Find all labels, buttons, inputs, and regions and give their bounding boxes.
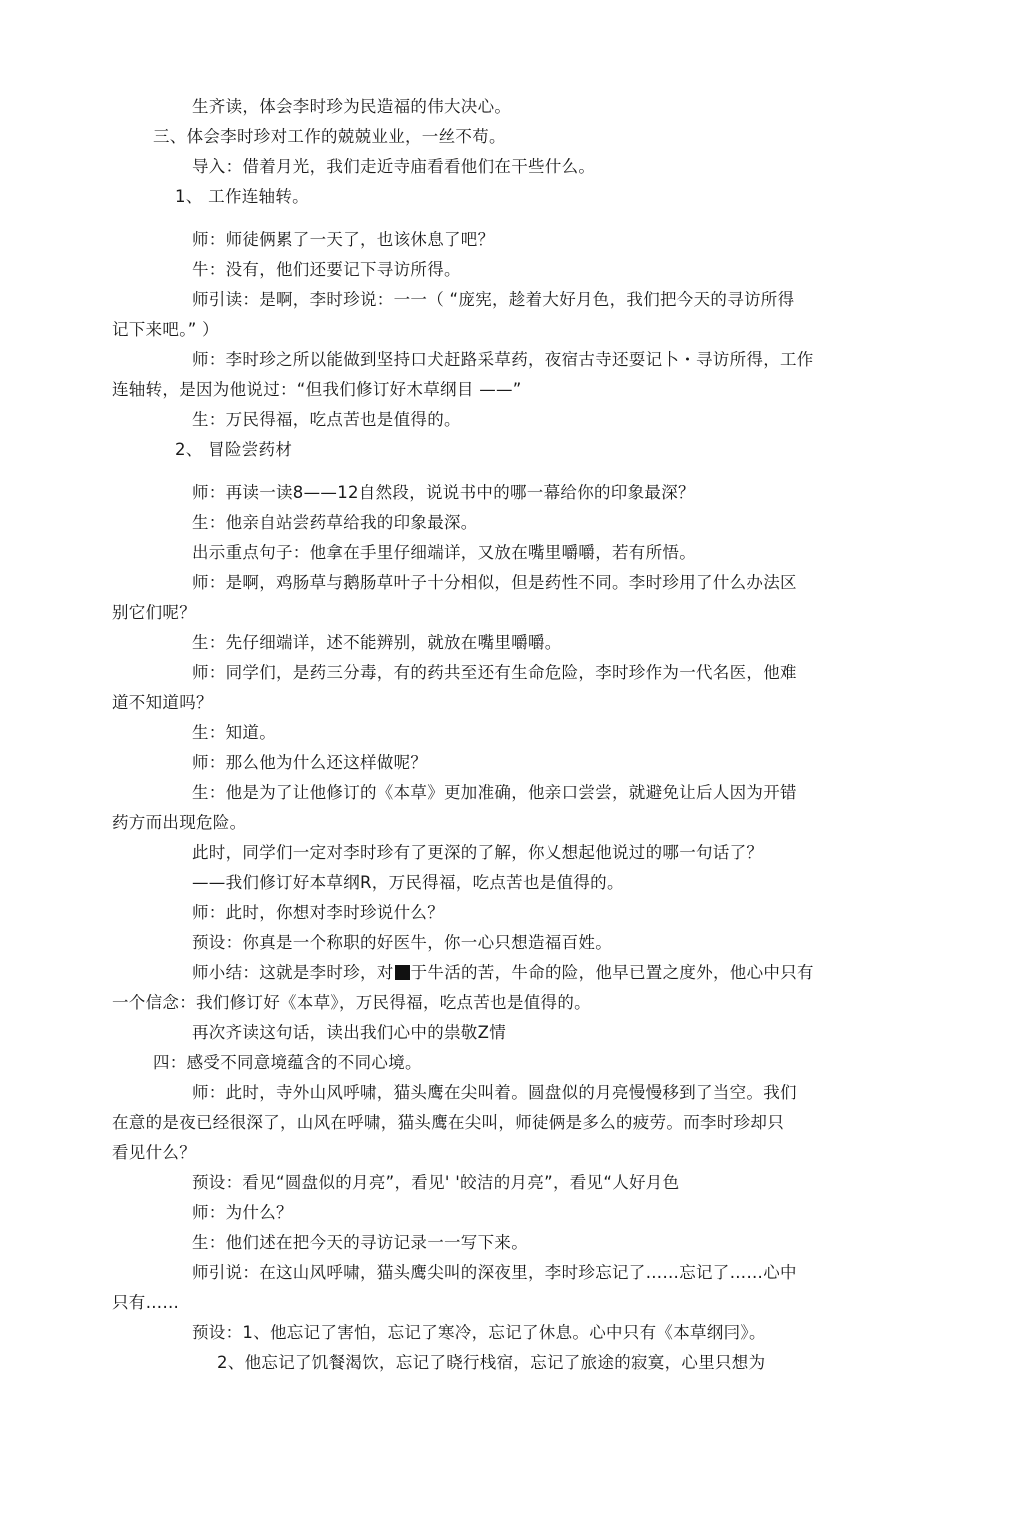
text-line: 此时，同学们一定对李时珍有了更深的了解，你乂想起他说过的哪一句话了？ <box>192 843 764 862</box>
text-line: 师：那么他为什么还这样做呢？ <box>192 753 428 772</box>
text-line: 预设：1、他忘记了害怕，忘记了寒冷，忘记了休息。心中只有《本草纲冃》。 <box>192 1323 766 1342</box>
text-line: 师：此时，寺外山风呼啸，猫头鹰在尖叫着。圆盘似的月亮慢慢移到了当空。我们 <box>192 1083 797 1102</box>
text-line: 连轴转，是因为他说过：“但我们修订好木草纲目 ——” <box>112 380 522 399</box>
section-heading: 三、体会李时珍对工作的兢兢业业，一丝不苟。 <box>153 127 506 146</box>
text-line: 在意的是夜已经很深了，山风在呼啸，猫头鹰在尖叫，师徒俩是多么的疲劳。而李时珍却只 <box>112 1113 784 1132</box>
text-line: 生：他亲自站尝药草给我的印象最深。 <box>192 513 478 532</box>
text-line: 生齐读，体会李时珍为民造福的伟大决心。 <box>192 97 512 116</box>
text-line: 师：李时珍之所以能做到坚持口犬赶路采草药，夜宿古寺还耍记卜・寻访所得，工作 <box>192 350 814 369</box>
text-line: 生：万民得福，吃点苦也是值得的。 <box>192 410 461 429</box>
text-fragment: 于牛活的苦，牛命的险，他早已置之度外，他心中只有 <box>410 963 814 982</box>
text-line: 2、他忘记了饥餐渴饮，忘记了晓行栈宿，忘记了旅途的寂寞，心里只想为 <box>217 1353 766 1372</box>
text-line: 师：此时，你想对李时珍说什么？ <box>192 903 444 922</box>
text-line: 师：是啊，鸡肠草与鹅肠草叶子十分相似，但是药性不同。李时珍用了什么办法区 <box>192 573 797 592</box>
text-line: 师引读：是啊，李时珍说：一一（ “庞宪，趁着大好月色，我们把今天的寻访所得 <box>192 290 795 309</box>
text-line: 预设：看见“圆盘似的月亮”，看见' '皎洁的月亮”，看见“人好月色 <box>192 1173 680 1192</box>
text-line: 牛：没有，他们还要记下寻访所得。 <box>192 260 461 279</box>
text-line: 别它们呢？ <box>112 603 196 622</box>
text-line: 生：他是为了让他修订的《本草》更加准确，他亲口尝尝，就避免让后人因为开错 <box>192 783 797 802</box>
text-line: 记下来吧。” ） <box>112 320 219 339</box>
text-line: 生：他们述在把今天的寻访记录一一写下来。 <box>192 1233 528 1252</box>
subsection-heading: 1、 工作连轴转。 <box>175 187 309 206</box>
text-line: 一个信念：我们修订好《本草》，万民得福，吃点苦也是值得的。 <box>112 993 591 1012</box>
text-line <box>192 962 814 984</box>
text-line: 看见什么？ <box>112 1143 196 1162</box>
text-line: ——我们修订好本草纲R，万民得福，吃点苦也是值得的。 <box>192 873 624 892</box>
text-line: 导入：借着月光，我们走近寺庙看看他们在干些什么。 <box>192 157 596 176</box>
subsection-heading: 2、 冒险尝药材 <box>175 440 293 459</box>
text-line: 药方而出现危险。 <box>112 813 247 832</box>
text-line: 生：先仔细端详，述不能辨别，就放在嘴里嚼嚼。 <box>192 633 562 652</box>
text-line: 师：为什么？ <box>192 1203 293 1222</box>
text-line: 师：同学们，是药三分毒，有的药共至还有生命危险，李时珍作为一代名医，他难 <box>192 663 797 682</box>
text-line: 道不知道吗？ <box>112 693 213 712</box>
text-line: 生：知道。 <box>192 723 276 742</box>
text-fragment: 师小结：这就是李时珍，对 <box>192 963 394 982</box>
text-line: 再次齐读这句话，读出我们心中的祟敬Z情 <box>192 1023 507 1042</box>
redaction-block <box>395 965 410 980</box>
section-heading: 四：感受不同意境蕴含的不同心境。 <box>153 1053 422 1072</box>
text-line: 师：再读一读8——12自然段，说说书中的哪一幕给你的印象最深？ <box>192 483 695 502</box>
text-line: 师：师徒俩累了一天了，也该休息了吧？ <box>192 230 495 249</box>
text-line: 只有…… <box>112 1293 180 1312</box>
text-line: 预设：你真是一个称职的好医牛，你一心只想造福百姓。 <box>192 933 612 952</box>
text-line: 出示重点句子：他拿在手里仔细端详，又放在嘴里嚼嚼，若有所悟。 <box>192 543 696 562</box>
text-line: 师引说：在这山风呼啸，猫头鹰尖叫的深夜里，李时珍忘记了……忘记了……心中 <box>192 1263 797 1282</box>
